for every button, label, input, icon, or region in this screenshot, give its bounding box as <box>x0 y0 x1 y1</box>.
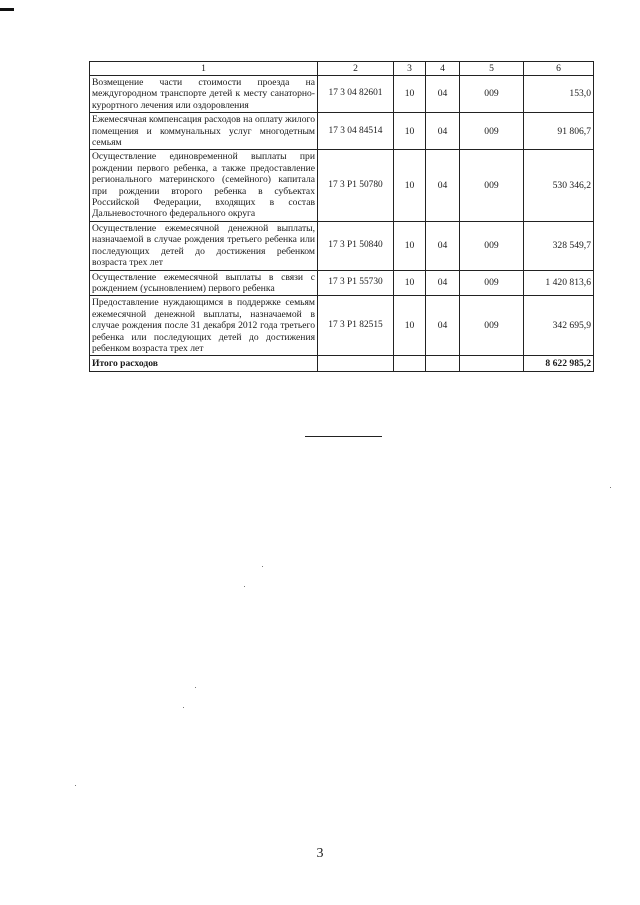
scan-speck <box>75 785 76 786</box>
scan-speck <box>183 707 184 708</box>
row-kvr: 009 <box>460 150 524 221</box>
row-subsection: 04 <box>426 221 460 270</box>
total-empty-cell <box>460 356 524 372</box>
row-description: Возмещение части стоимости проезда на междугородном транспорте детей к месту санаторно-курортного лечения или оздоровления <box>90 76 318 113</box>
header-col-3: 3 <box>394 62 426 76</box>
row-description: Предоставление нуждающимся в поддержке семьям ежемесячной денежной выплаты, назначаемой в случае рождения после 31 декабря 2012 года третьего ребенка или последующих детей до достижения ребенком возраста трех лет <box>90 296 318 356</box>
header-col-2: 2 <box>318 62 394 76</box>
header-col-4: 4 <box>426 62 460 76</box>
row-target-code: 17 3 P1 50780 <box>318 150 394 221</box>
row-subsection: 04 <box>426 150 460 221</box>
table-row <box>90 296 594 356</box>
total-empty-cell <box>426 356 460 372</box>
header-col-6: 6 <box>524 62 594 76</box>
row-section: 10 <box>394 76 426 113</box>
total-label: Итого расходов <box>90 356 318 372</box>
total-empty-cell <box>394 356 426 372</box>
budget-table <box>89 61 594 372</box>
corner-mark <box>0 8 14 11</box>
row-subsection: 04 <box>426 270 460 296</box>
row-kvr: 009 <box>460 113 524 150</box>
header-col-1: 1 <box>90 62 318 76</box>
row-section: 10 <box>394 296 426 356</box>
row-target-code: 17 3 P1 82515 <box>318 296 394 356</box>
row-amount: 328 549,7 <box>524 221 594 270</box>
row-kvr: 009 <box>460 270 524 296</box>
row-amount: 153,0 <box>524 76 594 113</box>
row-description: Осуществление ежемесячной выплаты в связи с рождением (усыновлением) первого ребенка <box>90 270 318 296</box>
row-kvr: 009 <box>460 296 524 356</box>
row-amount: 1 420 813,6 <box>524 270 594 296</box>
row-section: 10 <box>394 270 426 296</box>
separator-line <box>305 436 382 437</box>
row-amount: 342 695,9 <box>524 296 594 356</box>
row-description: Осуществление ежемесячной денежной выплаты, назначаемой в случае рождения третьего ребенка или последующих детей до достижения ребенком возраста трех лет <box>90 221 318 270</box>
header-col-5: 5 <box>460 62 524 76</box>
row-target-code: 17 3 P1 50840 <box>318 221 394 270</box>
table-row <box>90 113 594 150</box>
table-row <box>90 76 594 113</box>
row-kvr: 009 <box>460 221 524 270</box>
row-target-code: 17 3 04 82601 <box>318 76 394 113</box>
row-subsection: 04 <box>426 113 460 150</box>
row-description: Осуществление единовременной выплаты при рождении первого ребенка, а также предоставление регионального материнского (семейного) капитала при рождении второго ребенка в субъектах Российской Федерации, входящих в состав Дальневосточного федерального округа <box>90 150 318 221</box>
row-section: 10 <box>394 221 426 270</box>
row-kvr: 009 <box>460 76 524 113</box>
table-row <box>90 150 594 221</box>
row-target-code: 17 3 04 84514 <box>318 113 394 150</box>
total-row <box>90 356 594 372</box>
scan-speck <box>195 687 196 688</box>
table-row <box>90 221 594 270</box>
row-amount: 530 346,2 <box>524 150 594 221</box>
page-number: 3 <box>316 846 324 861</box>
table-header-row <box>90 62 594 76</box>
total-amount: 8 622 985,2 <box>524 356 594 372</box>
row-target-code: 17 3 P1 55730 <box>318 270 394 296</box>
scan-speck <box>610 487 611 488</box>
scan-speck <box>262 566 263 567</box>
row-section: 10 <box>394 150 426 221</box>
row-amount: 91 806,7 <box>524 113 594 150</box>
row-description: Ежемесячная компенсация расходов на оплату жилого помещения и коммунальных услуг многодетным семьям <box>90 113 318 150</box>
row-subsection: 04 <box>426 76 460 113</box>
row-section: 10 <box>394 113 426 150</box>
table-row <box>90 270 594 296</box>
row-subsection: 04 <box>426 296 460 356</box>
total-empty-cell <box>318 356 394 372</box>
scan-speck <box>244 586 245 587</box>
